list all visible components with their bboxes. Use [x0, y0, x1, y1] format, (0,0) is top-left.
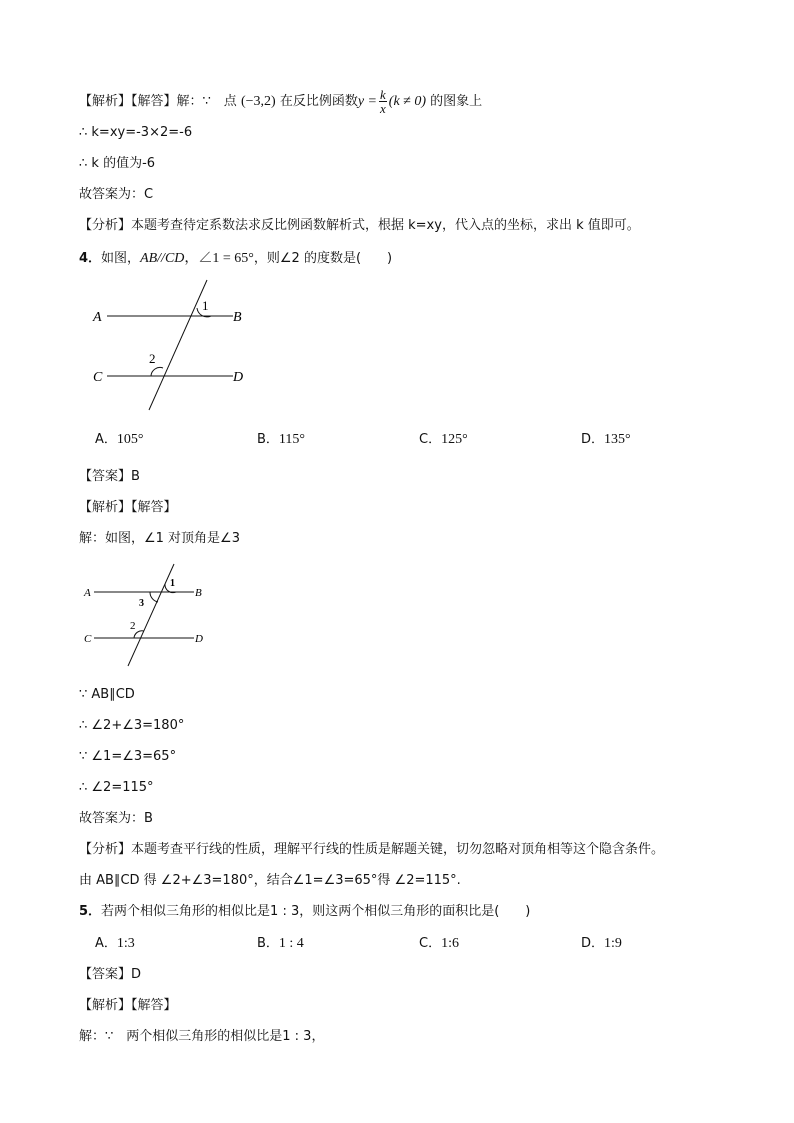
- q4-figure-2: [82, 562, 222, 672]
- label-c: C: [93, 370, 103, 385]
- q3-analysis: 【分析】本题考查待定系数法求反比例函数解析式，根据 k=xy，代入点的坐标，求出 k 值即可。: [79, 218, 640, 233]
- q4-answer: 【答案】B: [79, 469, 140, 484]
- q5-option-b: [257, 935, 304, 953]
- q5-option-a-key: A．: [95, 936, 117, 951]
- transversal: [149, 280, 207, 410]
- angle-3-arc: [150, 592, 158, 602]
- q4-option-a: [95, 431, 144, 449]
- label-angle-2-2: 2: [130, 620, 136, 632]
- label-a-2: A: [84, 587, 91, 599]
- q5-option-d-key: D．: [581, 936, 605, 951]
- q4-figure-1: [85, 278, 285, 418]
- q5-option-a: [95, 935, 135, 953]
- label-d: D: [233, 370, 244, 385]
- q4-option-a-value: 105°: [116, 432, 144, 447]
- q4-stem-prefix: 如图，: [101, 251, 141, 266]
- q3-jiexi-mid: 在反比例函数: [279, 94, 358, 109]
- q4-number: 4．: [79, 251, 102, 266]
- q5-jiexi: 【解析】【解答】: [79, 998, 177, 1013]
- q3-step2: ∴ k 的值为-6: [79, 156, 156, 171]
- q3-frac-den: x: [380, 101, 386, 116]
- q5-option-d: [581, 935, 622, 953]
- angle-2-arc: [151, 367, 163, 376]
- transversal-2: [128, 564, 174, 666]
- q4-option-b: [257, 431, 305, 449]
- q5-option-d-value: 1:9: [604, 936, 622, 951]
- q4-sol-intro: 解：如图，∠1 对顶角是∠3: [79, 531, 240, 546]
- q3-func-lhs: y =: [357, 94, 377, 109]
- q3-answer-line: 故答案为：C: [79, 187, 154, 202]
- q4-option-b-value: 115°: [278, 432, 306, 447]
- q4-stem-math: AB//CD: [140, 251, 185, 266]
- label-b-2: B: [195, 587, 202, 599]
- q4-option-d-key: D．: [581, 432, 605, 447]
- q4-stem-angle: ，∠1 = 65°: [184, 251, 254, 266]
- q3-cond: (k ≠ 0): [388, 94, 427, 109]
- q5-option-c-value: 1:6: [441, 936, 459, 951]
- q5-stem-text: 若两个相似三角形的相似比是1 : 3，则这两个相似三角形的面积比是( ): [101, 904, 531, 919]
- q3-jiexi-label: 【解析】【解答】: [79, 94, 177, 109]
- q3-point: (−3,2): [240, 94, 276, 109]
- q5-sol: 解：∵ 两个相似三角形的相似比是1 : 3，: [79, 1029, 325, 1044]
- q4-answer-line: 故答案为：B: [79, 811, 153, 826]
- q4-option-d-value: 135°: [604, 432, 631, 447]
- q5-option-c: [419, 935, 459, 953]
- q3-step1: ∴ k=xy=-3×2=-6: [79, 125, 193, 140]
- label-angle-2: 2: [149, 351, 156, 366]
- label-b: B: [233, 310, 242, 325]
- q4-step-1: ∵ AB∥CD: [79, 687, 135, 702]
- q4-option-b-key: B．: [257, 432, 279, 447]
- q3-jiexi-prefix: 解：∵ 点: [176, 94, 237, 109]
- q4-stem-suffix: ，则∠2 的度数是( ): [253, 251, 393, 266]
- label-angle-1: 1: [202, 298, 209, 313]
- q4-option-c-value: 125°: [441, 432, 468, 447]
- q4-step-3: ∵ ∠1=∠3=65°: [79, 749, 177, 764]
- q5-option-c-key: C．: [419, 936, 442, 951]
- label-angle-1-2: 1: [170, 578, 175, 589]
- q5-number: 5．: [79, 904, 102, 919]
- q3-fraction: [379, 88, 387, 115]
- q3-jiexi-line: [79, 88, 482, 115]
- label-a: A: [93, 310, 102, 325]
- q3-frac-num: k: [380, 87, 386, 102]
- label-angle-3: 3: [139, 598, 144, 609]
- q4-analysis: 【分析】本题考查平行线的性质，理解平行线的性质是解题关键，切勿忽略对顶角相等这个隐含条件。: [79, 842, 665, 857]
- q4-step-4: ∴ ∠2=115°: [79, 780, 154, 795]
- q4-jiexi: 【解析】【解答】: [79, 500, 177, 515]
- q3-jiexi-suffix: 的图象上: [430, 94, 483, 109]
- label-d-2: D: [195, 633, 203, 645]
- label-c-2: C: [84, 633, 92, 645]
- q5-stem: [79, 903, 530, 921]
- q5-option-b-value: 1 : 4: [278, 936, 304, 951]
- q5-option-b-key: B．: [257, 936, 279, 951]
- q4-step-2: ∴ ∠2+∠3=180°: [79, 718, 185, 733]
- q4-option-a-key: A．: [95, 432, 117, 447]
- q4-option-c: [419, 431, 468, 449]
- q4-analysis-2: 由 AB∥CD 得 ∠2+∠3=180°，结合∠1=∠3=65°得 ∠2=115°.: [79, 873, 461, 888]
- q4-stem: [79, 250, 392, 268]
- q5-option-a-value: 1:3: [116, 936, 135, 951]
- q5-answer: 【答案】D: [79, 967, 142, 982]
- q4-option-d: [581, 431, 631, 449]
- q4-option-c-key: C．: [419, 432, 442, 447]
